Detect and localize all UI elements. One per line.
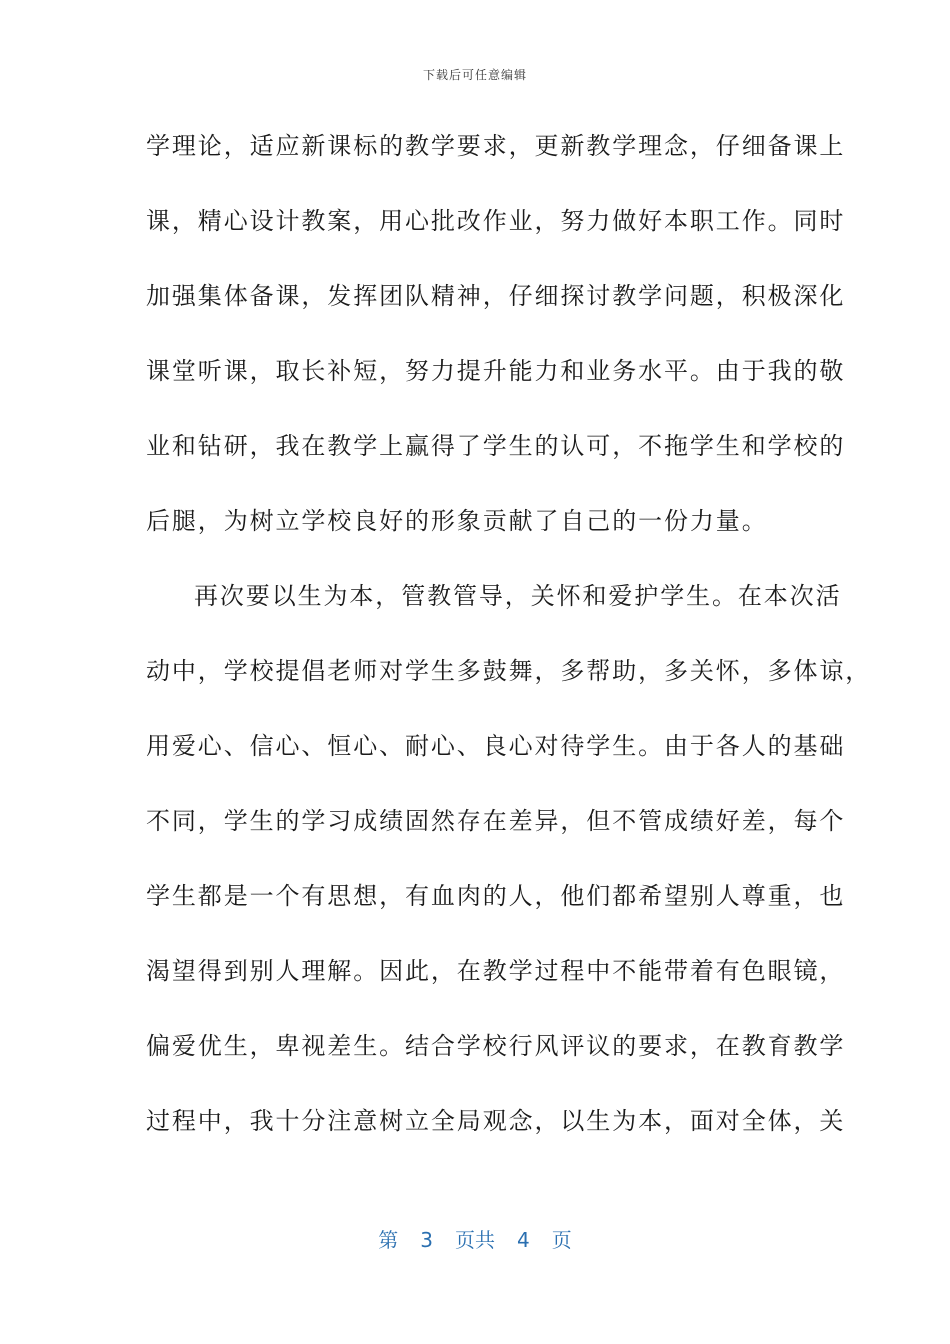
- header-note: 下载后可任意编辑: [422, 68, 527, 82]
- text-line: 课，精心设计教案，用心批改作业，努力做好本职工作。同时: [146, 207, 846, 235]
- footer-middle: 页共: [455, 1228, 495, 1252]
- footer-prefix: 第: [378, 1228, 399, 1252]
- total-pages-number: 4: [517, 1228, 530, 1252]
- current-page-number: 3: [420, 1228, 433, 1252]
- text-line: 后腿，为树立学校良好的形象贡献了自己的一份力量。: [146, 507, 768, 535]
- text-line: 偏爱优生，卑视差生。结合学校行风评议的要求，在教育教学: [146, 1032, 846, 1060]
- document-body: [146, 118, 872, 1168]
- text-line: 学生都是一个有思想，有血肉的人，他们都希望别人尊重，也: [146, 882, 846, 910]
- text-line: 加强集体备课，发挥团队精神，仔细探讨教学问题，积极深化: [146, 282, 846, 310]
- text-line: 过程中，我十分注意树立全局观念，以生为本，面对全体，关: [146, 1107, 846, 1135]
- text-line: 业和钻研，我在教学上赢得了学生的认可，不拖学生和学校的: [146, 432, 846, 460]
- paragraph-start-line: 再次要以生为本，管教管导，关怀和爱护学生。在本次活: [194, 582, 842, 610]
- text-line: 用爱心、信心、恒心、耐心、良心对待学生。由于各人的基础: [146, 732, 846, 760]
- text-line: 动中，学校提倡老师对学生多鼓舞，多帮助，多关怀，多体谅，: [146, 657, 872, 685]
- text-line: 渴望得到别人理解。因此，在教学过程中不能带着有色眼镜，: [146, 957, 846, 985]
- text-line: 学理论，适应新课标的教学要求，更新教学理念，仔细备课上: [146, 132, 846, 160]
- footer-suffix: 页: [551, 1228, 572, 1252]
- text-line: 不同，学生的学习成绩固然存在差异，但不管成绩好差，每个: [146, 807, 846, 835]
- page-footer: [0, 1224, 950, 1253]
- text-line: 课堂听课，取长补短，努力提升能力和业务水平。由于我的敬: [146, 357, 846, 385]
